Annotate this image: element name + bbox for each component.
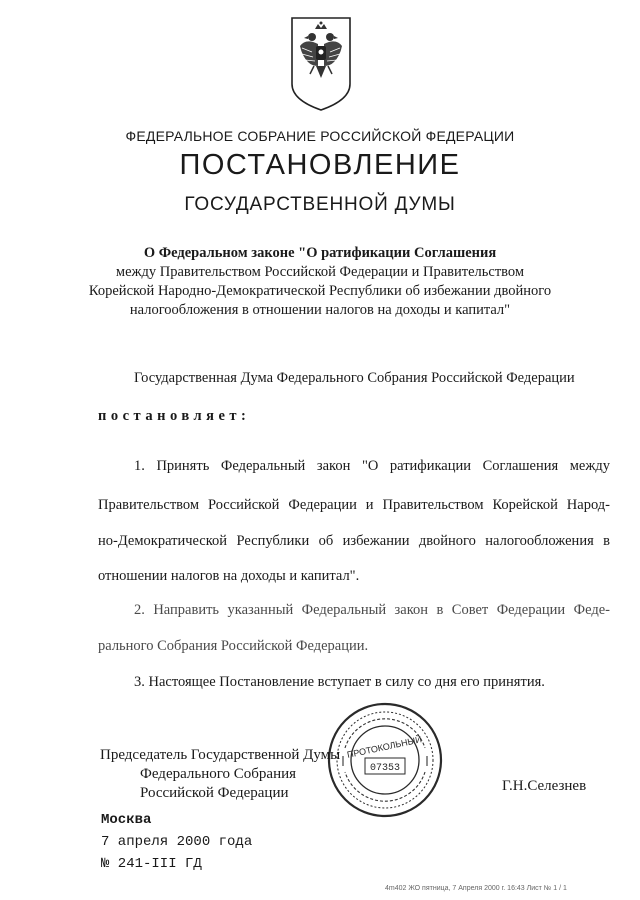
signatory-title-line: Федерального Собрания xyxy=(140,766,297,782)
round-seal-icon xyxy=(325,700,445,820)
document-number: № 241-III ГД xyxy=(101,856,202,872)
item-1-line: 1. Принять Федеральный закон "О ратификации Соглашения между xyxy=(134,458,610,474)
document-place: Москва xyxy=(101,812,152,828)
emblem-icon xyxy=(288,12,354,117)
subject-line: между Правительством Российской Федерации и Правительством xyxy=(115,264,525,280)
subject-line: налогообложения в отношении налогов на доходы и капитал" xyxy=(129,302,511,318)
item-1-line: отношении налогов на доходы и капитал". xyxy=(98,568,360,584)
document-subject xyxy=(0,244,640,320)
signatory-title-line: Российской Федерации xyxy=(140,785,289,801)
protocol-stamp xyxy=(325,700,445,825)
fax-footer: 4m402 ЖО пятница, 7 Апреля 2000 г. 16:43 Лист № 1 / 1 xyxy=(385,885,567,892)
subject-line: Корейской Народно-Демократической Республики об избежании двойного xyxy=(88,283,552,299)
item-2-line: рального Собрания Российской Федерации. xyxy=(98,638,369,654)
item-1-line: но-Демократической Республики об избежании двойного налогообложения в xyxy=(98,533,610,549)
document-date: 7 апреля 2000 года xyxy=(101,834,253,850)
organization-name: ФЕДЕРАЛЬНОЕ СОБРАНИЕ РОССИЙСКОЙ ФЕДЕРАЦИИ xyxy=(125,128,515,144)
signatory-name: Г.Н.Селезнев xyxy=(502,778,587,794)
item-2-line: 2. Направить указанный Федеральный закон в Совет Федерации Феде- xyxy=(134,602,610,618)
stamp-number: 07353 xyxy=(369,763,401,774)
item-1-line: Правительством Российской Федерации и Правительством Корейской Народ- xyxy=(98,497,610,513)
document-title: ПОСТАНОВЛЕНИЕ xyxy=(179,149,461,181)
double-headed-eagle-icon xyxy=(288,12,354,112)
item-3-line: 3. Настоящее Постановление вступает в силу со дня его принятия. xyxy=(134,674,545,690)
preamble: Государственная Дума Федерального Собрания Российской Федерации xyxy=(134,370,575,386)
signatory-title xyxy=(100,746,340,803)
subject-line: О Федеральном законе "О ратификации Соглашения xyxy=(143,245,497,261)
resolves-keyword: постановляет: xyxy=(98,408,251,424)
document-subtitle: ГОСУДАРСТВЕННОЙ ДУМЫ xyxy=(184,194,456,215)
stamp-center-word: ПРОТОКОЛЬНЫЙ xyxy=(346,734,423,760)
signatory-title-line: Председатель Государственной Думы xyxy=(100,747,341,763)
